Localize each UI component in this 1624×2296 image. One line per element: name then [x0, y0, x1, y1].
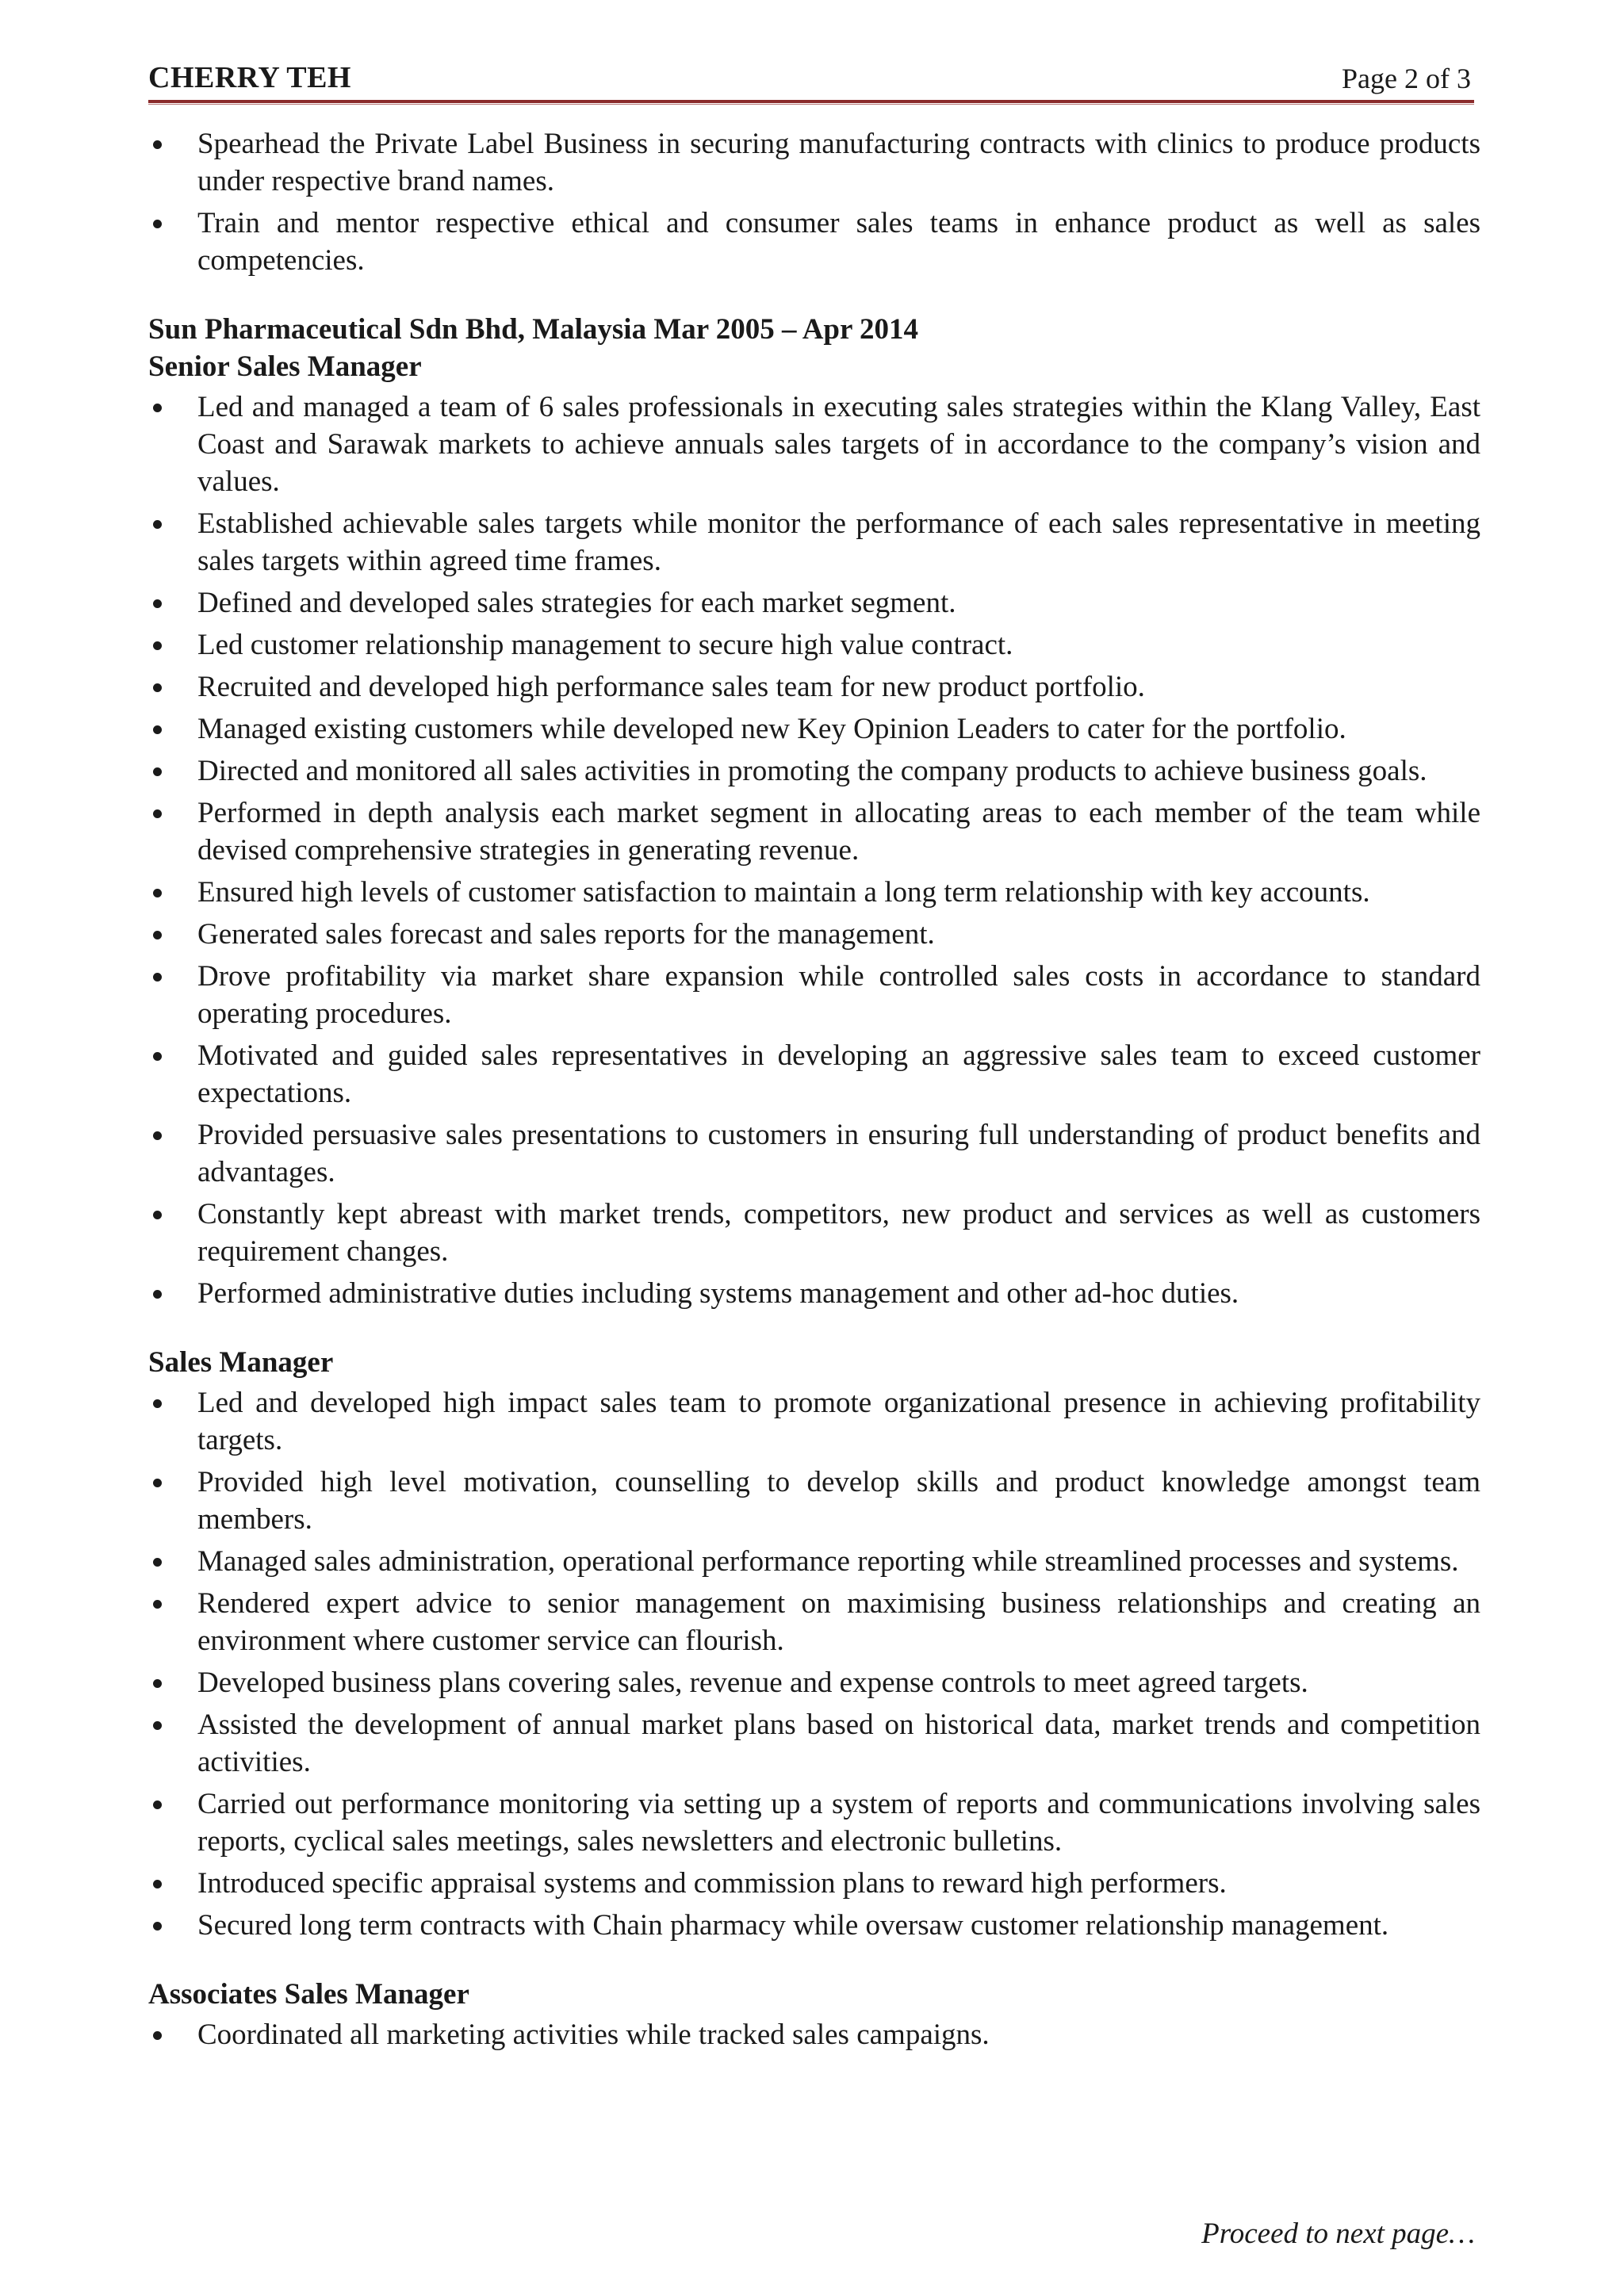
list-item: Provided high level motivation, counselling to develop skills and product knowledge amongst team members. — [148, 1464, 1480, 1538]
role-title: Senior Sales Manager — [148, 350, 422, 383]
associates-sales-manager-section — [148, 1976, 1480, 2053]
list-item: Managed sales administration, operational performance reporting while streamlined processes and systems. — [148, 1543, 1480, 1580]
page-header — [148, 59, 1480, 95]
list-item: Train and mentor respective ethical and consumer sales teams in enhance product as well as sales competencies. — [148, 205, 1480, 279]
list-item: Assisted the development of annual market plans based on historical data, market trends and competition activities. — [148, 1706, 1480, 1781]
experience-section — [148, 311, 1480, 1312]
list-item: Secured long term contracts with Chain pharmacy while oversaw customer relationship management. — [148, 1907, 1480, 1944]
role-bullet-list — [148, 388, 1480, 1312]
list-item: Managed existing customers while developed new Key Opinion Leaders to cater for the portfolio. — [148, 710, 1480, 748]
role-bullet-list — [148, 1384, 1480, 1944]
header-divider-thin — [148, 104, 1474, 105]
list-item: Led and managed a team of 6 sales professionals in executing sales strategies within the Klang Valley, East Coast and Sarawak markets to achieve annuals sales targets of in accordance to the company’s vision and values. — [148, 388, 1480, 500]
role-title: Associates Sales Manager — [148, 1978, 469, 2011]
role-bullet-list — [148, 2016, 1480, 2053]
list-item: Performed in depth analysis each market segment in allocating areas to each member of the team while devised comprehensive strategies in generating revenue. — [148, 794, 1480, 869]
list-item: Directed and monitored all sales activities in promoting the company products to achieve business goals. — [148, 752, 1480, 790]
list-item: Ensured high levels of customer satisfaction to maintain a long term relationship with key accounts. — [148, 874, 1480, 911]
page-number: Page 2 of 3 — [1342, 63, 1471, 94]
company-heading: Sun Pharmaceutical Sdn Bhd, Malaysia Mar 2005 – Apr 2014 — [148, 313, 919, 346]
list-item: Defined and developed sales strategies for each market segment. — [148, 584, 1480, 622]
header-divider — [148, 100, 1474, 103]
resume-page — [148, 59, 1480, 2058]
list-item: Motivated and guided sales representatives in developing an aggressive sales team to exceed customer expectations. — [148, 1037, 1480, 1112]
list-item: Generated sales forecast and sales reports for the management. — [148, 916, 1480, 953]
continue-note: Proceed to next page… — [1201, 2218, 1475, 2250]
intro-bullet-list — [148, 125, 1480, 279]
list-item: Developed business plans covering sales, revenue and expense controls to meet agreed targets. — [148, 1664, 1480, 1701]
list-item: Coordinated all marketing activities while tracked sales campaigns. — [148, 2016, 1480, 2053]
list-item: Constantly kept abreast with market trends, competitors, new product and services as well as customers requirement changes. — [148, 1196, 1480, 1270]
sales-manager-section — [148, 1344, 1480, 1944]
list-item: Drove profitability via market share expansion while controlled sales costs in accordance to standard operating procedures. — [148, 958, 1480, 1032]
list-item: Spearhead the Private Label Business in securing manufacturing contracts with clinics to produce products under respective brand names. — [148, 125, 1480, 200]
candidate-name: CHERRY TEH — [148, 61, 351, 94]
role-title: Sales Manager — [148, 1346, 334, 1379]
list-item: Performed administrative duties including systems management and other ad-hoc duties. — [148, 1275, 1480, 1312]
list-item: Led and developed high impact sales team to promote organizational presence in achieving profitability targets. — [148, 1384, 1480, 1459]
list-item: Introduced specific appraisal systems and commission plans to reward high performers. — [148, 1865, 1480, 1902]
list-item: Established achievable sales targets while monitor the performance of each sales representative in meeting sales targets within agreed time frames. — [148, 505, 1480, 580]
list-item: Recruited and developed high performance sales team for new product portfolio. — [148, 668, 1480, 706]
list-item: Provided persuasive sales presentations to customers in ensuring full understanding of product benefits and advantages. — [148, 1116, 1480, 1191]
list-item: Led customer relationship management to secure high value contract. — [148, 626, 1480, 664]
list-item: Carried out performance monitoring via setting up a system of reports and communications involving sales reports, cyclical sales meetings, sales newsletters and electronic bulletins. — [148, 1785, 1480, 1860]
list-item: Rendered expert advice to senior management on maximising business relationships and creating an environment where customer service can flourish. — [148, 1585, 1480, 1659]
